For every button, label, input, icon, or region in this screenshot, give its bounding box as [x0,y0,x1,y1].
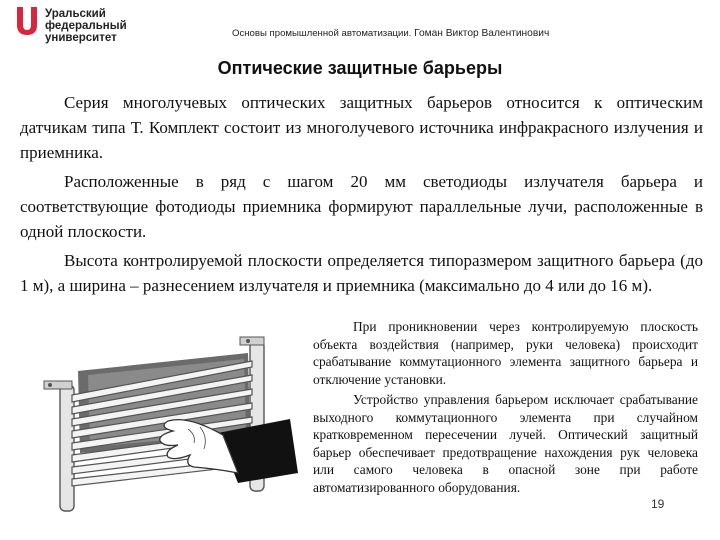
paragraph-2: Расположенные в ряд с шагом 20 мм светодиоды излучателя барьера и соответствующие фотодиоды приемника формируют параллельные лучи, расположенные в одной плоскости. [20,172,703,241]
logo-line-1: Уральский [45,8,106,20]
paragraph-3: Высота контролируемой плоскости определяется типоразмером защитного барьера (до 1 м), а ширина – разнесением излучателя и приемника (максимально до 4 или до 16 м). [20,251,703,295]
university-logo [11,5,201,45]
page-number: 19 [651,497,665,511]
main-text [20,90,703,302]
urfu-logo-icon [11,5,41,39]
course-name: Основы промышленной автоматизации. [232,28,412,39]
slide-header [232,28,549,39]
logo-line-3: университет [45,32,117,44]
author-name: Гоман Виктор Валентинович [414,28,550,39]
side-paragraph-2: Устройство управления барьером исключает срабатывание выходного коммутационного элемента при случайном кратковременном пересечении лучей. Оптический защитный барьер обеспечивает предотвращение нахождения рук человека или самого человека в опасной зоне при работе автоматизированного оборудования. [313,392,698,495]
logo-line-2: федеральный [45,20,127,32]
slide-title: Оптические защитные барьеры [217,58,503,78]
paragraph-1: Серия многолучевых оптических защитных барьеров относится к оптическим датчикам типа Т. Комплект состоит из многолучевого источника инфракрасного излучения и приемника. [20,93,703,162]
side-paragraph-1: При проникновении через контролируемую плоскость объекта воздействия (например, руки человека) происходит срабатывание коммутационного элемента защитного барьера и отключение установки. [313,319,698,387]
side-text [313,318,698,499]
light-barrier-illustration [18,323,298,515]
